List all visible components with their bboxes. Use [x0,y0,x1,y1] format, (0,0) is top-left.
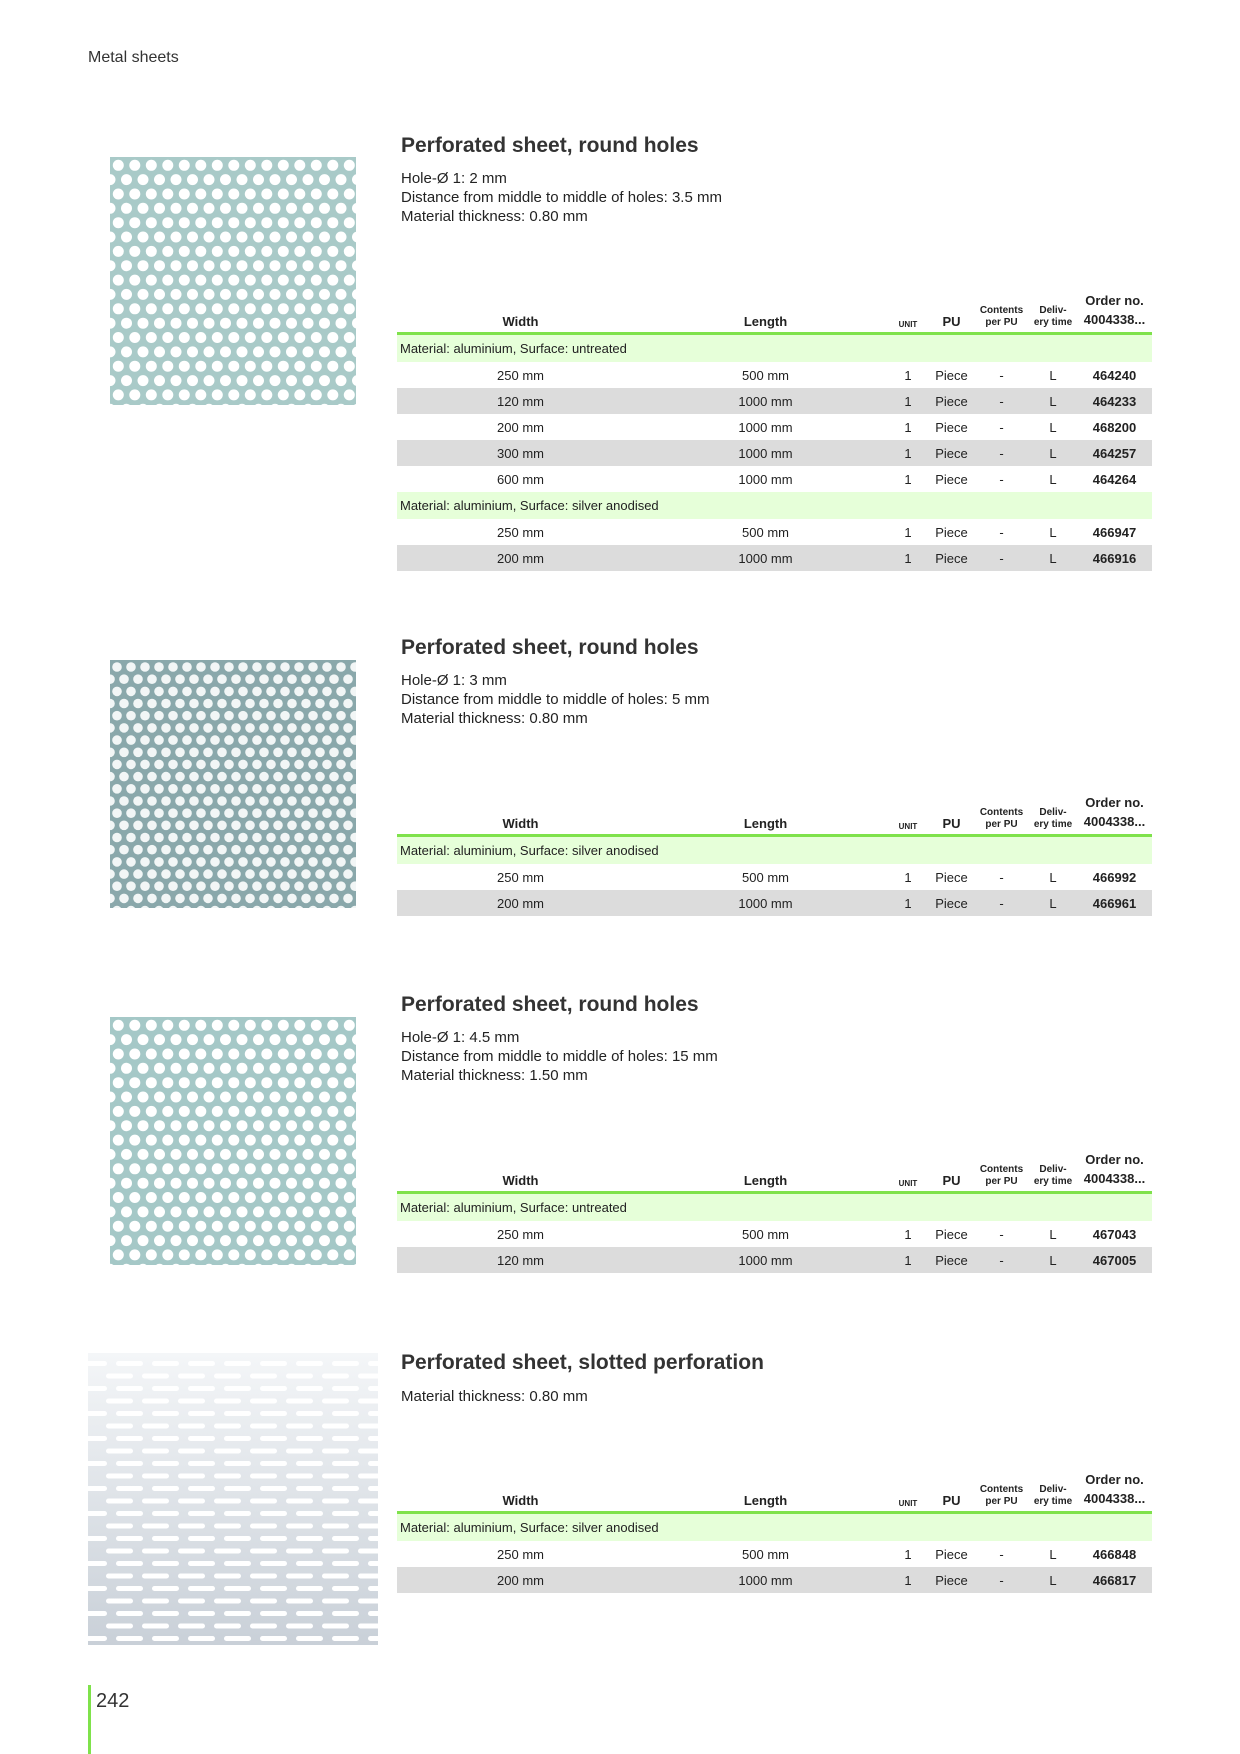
col-header-pu: PU [942,1173,961,1188]
header-line: Order no. [1085,795,1144,810]
cell-unit: 1 [904,524,912,540]
perforated-sheet-image [110,660,356,908]
product-specs [401,1387,588,1406]
table-row [397,440,1152,466]
cell-delivery: L [1049,1546,1057,1562]
cell-unit: 1 [887,1567,929,1593]
cell-order-number: 466961 [1077,890,1152,916]
cell-width: 200 mm [397,890,644,916]
cell-unit: 1 [887,440,929,466]
col-header-length: Length [743,1173,788,1188]
cell-width: 250 mm [497,1226,544,1242]
header-line: Deliv- [1039,807,1067,818]
cell-delivery: L [1049,471,1057,487]
material-group-label: Material: aluminium, Surface: untreated [397,1193,1152,1222]
material-group-label: Material: aluminium, Surface: silver anodised [397,1513,1152,1542]
spec-line: Material thickness: 0.80 mm [401,208,588,225]
material-group-label: Material: aluminium, Surface: silver anodised [397,836,1152,865]
table-row [397,545,1152,571]
product-title: Perforated sheet, round holes [401,134,699,157]
cell-order-number: 467043 [1092,1226,1137,1242]
cell-contents: - [974,1247,1029,1273]
cell-order-number: 466916 [1077,545,1152,571]
table-header-row [397,1462,1152,1513]
cell-width: 200 mm [397,545,644,571]
cell-delivery: L [1049,869,1057,885]
cell-contents: - [974,890,1029,916]
product-title: Perforated sheet, round holes [401,636,699,659]
spec-line: Material thickness: 0.80 mm [401,1388,588,1405]
cell-unit: 1 [887,890,929,916]
col-header-unit: UNIT [898,320,918,329]
cell-delivery: L [1029,440,1077,466]
cell-length: 1000 mm [644,890,887,916]
product-specs [401,1028,718,1085]
cell-unit: 1 [904,1546,912,1562]
material-group-label: Material: aluminium, Surface: silver anodised [397,492,1152,519]
cell-width: 200 mm [397,1567,644,1593]
perforated-sheet-image [110,157,356,405]
cell-delivery: L [1029,545,1077,571]
cell-unit: 1 [887,388,929,414]
header-line: 4004338... [1083,312,1146,327]
col-header-delivery [1029,785,1077,836]
table-row [397,1221,1152,1247]
cell-delivery: L [1029,388,1077,414]
page-number: 242 [96,1690,130,1712]
cell-order-number: 466992 [1092,869,1137,885]
table-row [397,362,1152,388]
cell-pu: Piece [935,1546,968,1562]
header-line: Order no. [1085,1152,1144,1167]
header-line: Deliv- [1039,305,1067,316]
cell-order-number: 466817 [1077,1567,1152,1593]
table-header-row [397,1142,1152,1193]
table-row [397,388,1152,414]
col-header-pu: PU [942,1493,961,1508]
slotted-sheet-image [88,1353,378,1645]
cell-delivery: L [1029,890,1077,916]
cell-pu: Piece [935,419,968,435]
header-line: Deliv- [1039,1484,1067,1495]
header-line: Order no. [1085,293,1144,308]
cell-delivery: L [1049,524,1057,540]
cell-length: 1000 mm [644,1247,887,1273]
header-line: 4004338... [1083,1491,1146,1506]
product-table [397,785,1152,916]
cell-width: 250 mm [497,869,544,885]
spec-line: Distance from middle to middle of holes: 3.5 mm [401,189,722,206]
material-group-row [397,1513,1152,1542]
material-group-row [397,334,1152,363]
cell-pu: Piece [929,1247,974,1273]
cell-unit: 1 [904,471,912,487]
cell-length: 1000 mm [644,545,887,571]
cell-length: 500 mm [742,869,789,885]
cell-width: 250 mm [497,367,544,383]
col-header-delivery [1029,1462,1077,1513]
col-header-length: Length [743,314,788,329]
spec-line: Material thickness: 1.50 mm [401,1067,588,1084]
spec-line: Material thickness: 0.80 mm [401,710,588,727]
col-header-unit: UNIT [898,1179,918,1188]
col-header-pu: PU [942,314,961,329]
cell-width: 300 mm [397,440,644,466]
cell-contents: - [999,1546,1004,1562]
table-row [397,466,1152,492]
cell-contents: - [974,440,1029,466]
col-header-width: Width [502,1493,539,1508]
col-header-order [1077,283,1152,334]
cell-length: 1000 mm [644,440,887,466]
header-line: Contents [979,807,1024,818]
cell-pu: Piece [929,545,974,571]
header-line: per PU [985,819,1018,830]
cell-contents: - [999,869,1004,885]
table-row [397,864,1152,890]
cell-pu: Piece [929,440,974,466]
product-table [397,1462,1152,1593]
cell-order-number: 464240 [1092,367,1137,383]
cell-width: 120 mm [397,388,644,414]
cell-order-number: 468200 [1092,419,1137,435]
cell-delivery: L [1049,419,1057,435]
col-header-unit: UNIT [898,822,918,831]
spec-line: Hole-Ø 1: 4.5 mm [401,1029,520,1046]
cell-unit: 1 [887,1247,929,1273]
table-header-row [397,785,1152,836]
col-header-pu: PU [942,816,961,831]
cell-pu: Piece [935,471,968,487]
header-line: Contents [979,305,1024,316]
cell-pu: Piece [935,869,968,885]
cell-contents: - [999,1226,1004,1242]
cell-contents: - [999,524,1004,540]
cell-length: 500 mm [742,1546,789,1562]
header-line: Deliv- [1039,1164,1067,1175]
col-header-order [1077,1142,1152,1193]
cell-delivery: L [1029,1567,1077,1593]
material-group-row [397,836,1152,865]
cell-contents: - [999,419,1004,435]
header-line: ery time [1033,317,1073,328]
cell-pu: Piece [935,367,968,383]
table-row [397,414,1152,440]
cell-length: 500 mm [742,1226,789,1242]
header-line: per PU [985,317,1018,328]
cell-pu: Piece [929,890,974,916]
header-line: ery time [1033,1176,1073,1187]
cell-width: 250 mm [497,1546,544,1562]
cell-unit: 1 [887,545,929,571]
col-header-contents [974,785,1029,836]
header-line: 4004338... [1083,814,1146,829]
col-header-length: Length [743,816,788,831]
material-group-row [397,1193,1152,1222]
cell-order-number: 466848 [1092,1546,1137,1562]
spec-line: Hole-Ø 1: 3 mm [401,672,507,689]
cell-order-number: 464257 [1077,440,1152,466]
col-header-unit: UNIT [898,1499,918,1508]
col-header-delivery [1029,283,1077,334]
cell-contents: - [974,545,1029,571]
cell-contents: - [999,471,1004,487]
cell-length: 500 mm [742,524,789,540]
header-line: per PU [985,1496,1018,1507]
cell-length: 1000 mm [738,419,793,435]
table-row [397,890,1152,916]
header-line: ery time [1033,1496,1073,1507]
cell-width: 600 mm [497,471,544,487]
product-table [397,283,1152,571]
material-group-row [397,492,1152,519]
spec-line: Hole-Ø 1: 2 mm [401,170,507,187]
cell-delivery: L [1029,1247,1077,1273]
table-row [397,1247,1152,1273]
col-header-width: Width [502,816,539,831]
cell-length: 1000 mm [644,1567,887,1593]
cell-order-number: 464233 [1077,388,1152,414]
col-header-width: Width [502,1173,539,1188]
header-line: 4004338... [1083,1171,1146,1186]
product-title: Perforated sheet, slotted perforation [401,1351,764,1374]
spec-line: Distance from middle to middle of holes: 5 mm [401,691,710,708]
table-header-row [397,283,1152,334]
col-header-contents [974,283,1029,334]
table-row [397,1541,1152,1567]
cell-width: 200 mm [497,419,544,435]
page-header-title: Metal sheets [88,49,179,66]
col-header-length: Length [743,1493,788,1508]
cell-length: 1000 mm [644,388,887,414]
cell-contents: - [974,1567,1029,1593]
cell-unit: 1 [904,367,912,383]
col-header-delivery [1029,1142,1077,1193]
cell-delivery: L [1049,367,1057,383]
header-line: ery time [1033,819,1073,830]
product-table [397,1142,1152,1273]
cell-unit: 1 [904,1226,912,1242]
product-specs [401,671,709,728]
col-header-order [1077,785,1152,836]
col-header-order [1077,1462,1152,1513]
page-accent-bar [88,1685,91,1754]
cell-unit: 1 [904,869,912,885]
header-line: per PU [985,1176,1018,1187]
header-line: Order no. [1085,1472,1144,1487]
cell-pu: Piece [935,524,968,540]
cell-pu: Piece [929,1567,974,1593]
cell-width: 250 mm [497,524,544,540]
cell-width: 120 mm [397,1247,644,1273]
cell-pu: Piece [935,1226,968,1242]
cell-contents: - [974,388,1029,414]
cell-length: 1000 mm [738,471,793,487]
perforated-sheet-image [110,1017,356,1265]
col-header-contents [974,1142,1029,1193]
cell-unit: 1 [904,419,912,435]
col-header-contents [974,1462,1029,1513]
cell-order-number: 464264 [1092,471,1137,487]
cell-pu: Piece [929,388,974,414]
cell-order-number: 467005 [1077,1247,1152,1273]
header-line: Contents [979,1164,1024,1175]
spec-line: Distance from middle to middle of holes: 15 mm [401,1048,718,1065]
header-line: Contents [979,1484,1024,1495]
product-title: Perforated sheet, round holes [401,993,699,1016]
cell-length: 500 mm [742,367,789,383]
table-row [397,1567,1152,1593]
cell-contents: - [999,367,1004,383]
cell-delivery: L [1049,1226,1057,1242]
cell-order-number: 466947 [1092,524,1137,540]
col-header-width: Width [502,314,539,329]
table-row [397,519,1152,545]
product-specs [401,169,722,226]
material-group-label: Material: aluminium, Surface: untreated [397,334,1152,363]
